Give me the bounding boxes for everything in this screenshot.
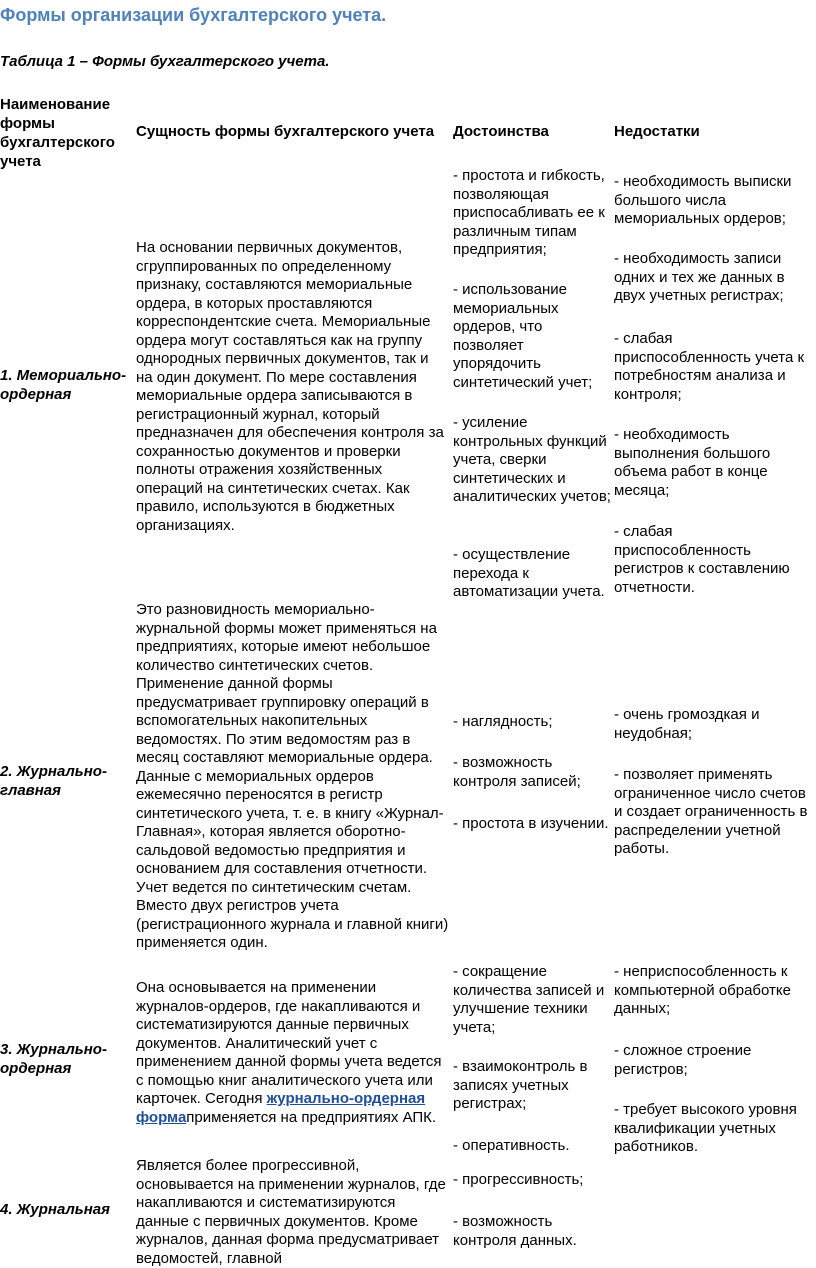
- row-3-advantage: - сокращение количества записей и улучшение техники учета;: [453, 963, 605, 1036]
- row-1-disadvantage: - необходимость выписки большого числа мемориальных ордеров;: [614, 173, 792, 227]
- row-1-disadvantage: - слабая приспособленность учета к потребностям анализа и контроля;: [614, 330, 805, 403]
- row-1-advantage: - усиление контрольных функций учета, сверки синтетических и аналитических учетов;: [453, 414, 611, 505]
- row-4-advantage: - прогрессивность;: [453, 1171, 584, 1188]
- page-title: Формы организации бухгалтерского учета.: [0, 5, 387, 25]
- journal-order-form-link[interactable]: журнально-ордерная форма: [136, 1090, 426, 1126]
- row-3-advantage: - взаимоконтроль в записях учетных регистрах;: [453, 1058, 588, 1112]
- row-2-essence: Это разновидность мемориально-журнальной формы может применяться на предприятиях, которые имеют небольшое количество синтетических счетов. Применение данной формы предусматривает группировку операций в вспомогательных накопительных ведомостях. По этим ведомостям раз в месяц составляют мемориальные ордера. Данные с мемориальных ордеров ежемесячно переносятся в регистр синтетического учета, т. е. в книгу «Журнал-Главная», которая является оборотно-сальдовой ведомостью предприятия и основанием для составления отчетности. Учет ведется по синтетическим счетам. Вместо двух регистров учета (регистрационного журнала и главной книги) применяется один.: [136, 601, 449, 951]
- row-4-name: 4. Журнальная: [0, 1201, 110, 1218]
- row-3-disadvantage: - требует высокого уровня квалификации учетных работников.: [614, 1101, 797, 1155]
- row-3-essence-text-after: применяется на предприятиях АПК.: [186, 1108, 437, 1126]
- row-2-advantage: - простота в изучении.: [453, 815, 609, 832]
- row-2-name: 2. Журнально-главная: [0, 763, 107, 799]
- row-3-disadvantage: - неприспособленность к компьютерной обработке данных;: [614, 963, 791, 1017]
- row-1-essence: На основании первичных документов, сгруппированных по определенному признаку, составляются мемориальные ордера, в которых проставляются корреспондентские счета. Мемориальные ордера могут составляться как на группу однородных первичных документов, так и на один документ. По мере составления мемориальные ордера записываются в регистрационный журнал, который предназначен для обеспечения контроля за сохранностью документов и проверки полноты отражения хозяйственных операций на синтетических счетах. Как правило, используются в бюджетных организациях.: [136, 239, 444, 534]
- row-2-disadvantage: - позволяет применять ограниченное число счетов и создает ограниченность в распределении учетной работы.: [614, 766, 808, 857]
- row-4-essence: Является более прогрессивной, основывается на применении журналов, где накапливаются и систематизируются данные с первичных документов. Кроме журналов, данная форма предусматривает ведомостей, главной: [136, 1157, 446, 1267]
- header-disadvantages: Недостатки: [614, 123, 700, 140]
- row-1-disadvantage: - необходимость записи одних и тех же данных в двух учетных регистрах;: [614, 250, 785, 304]
- row-2-disadvantage: - очень громоздкая и неудобная;: [614, 706, 760, 742]
- row-3-disadvantage: - сложное строение регистров;: [614, 1042, 752, 1078]
- row-1-disadvantage: - слабая приспособленность регистров к составлению отчетности.: [614, 523, 790, 596]
- row-1-advantage: - простота и гибкость, позволяющая приспосабливать ее к различным типам предприятия;: [453, 167, 605, 258]
- header-advantages: Достоинства: [453, 123, 549, 140]
- row-1-advantage: - использование мемориальных ордеров, что позволяет упорядочить синтетический учет;: [453, 281, 593, 391]
- row-3-name: 3. Журнально-ордерная: [0, 1041, 107, 1077]
- row-1-disadvantage: - необходимость выполнения большого объема работ в конце месяца;: [614, 426, 771, 499]
- row-3-advantage: - оперативность.: [453, 1137, 570, 1154]
- table-caption: Таблица 1 – Формы бухгалтерского учета.: [0, 53, 330, 70]
- header-essence: Сущность формы бухгалтерского учета: [136, 123, 435, 140]
- header-name: Наименование формы бухгалтерского учета: [0, 96, 115, 170]
- row-3-essence: [136, 979, 446, 1127]
- row-2-advantage: - наглядность;: [453, 713, 553, 730]
- row-2-advantage: - возможность контроля записей;: [453, 754, 581, 790]
- row-1-name: 1. Мемориально-ордерная: [0, 367, 127, 403]
- row-1-advantage: - осуществление перехода к автоматизации учета.: [453, 546, 605, 600]
- row-4-advantage: - возможность контроля данных.: [453, 1213, 577, 1249]
- row-3-essence-text: Она основывается на применении журналов-ордеров, где накапливаются и систематизируются данные первичных документов. Аналитический учет с применением данной формы учета ведется с помощью книг аналитического учета или карточек. Сегодня: [136, 979, 442, 1107]
